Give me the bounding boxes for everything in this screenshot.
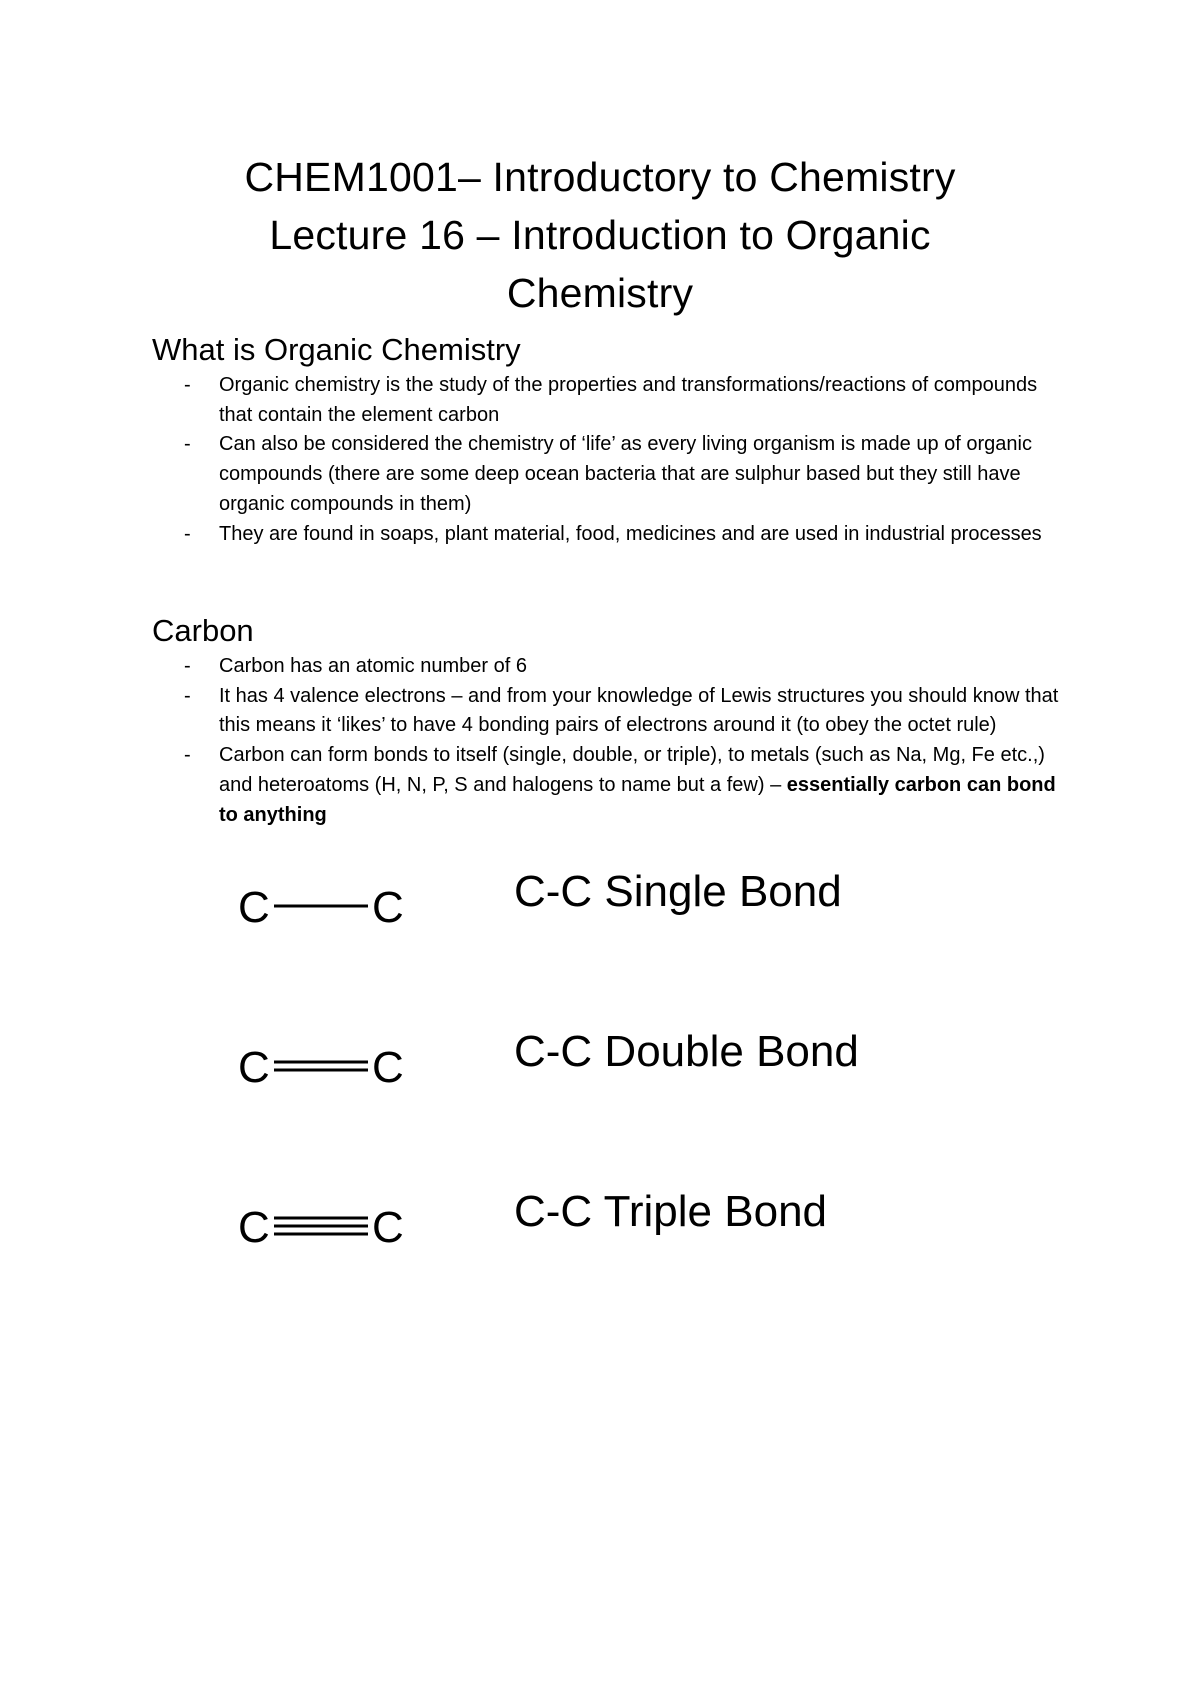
triple-bond-row <box>0 1187 1200 1270</box>
bullet-text: It has 4 valence electrons – and from your knowledge of Lewis structures you should know that this means it ‘likes’ to have 4 bonding pairs of electrons around it (to obey the octet rule) <box>219 684 1059 737</box>
bullet-text: Carbon can form bonds to itself (single, double, or triple), to metals (such as Na, Mg, Fe etc.,) and heteroatoms (H, N, P, S and halogens to name but a few) – <box>219 744 1045 796</box>
bond-atom-right: C <box>372 1203 404 1252</box>
bullet-text: They are found in soaps, plant material, food, medicines and are used in industrial processes <box>219 522 1042 545</box>
double-bond-row <box>0 1027 1200 1110</box>
list-item <box>152 520 1072 550</box>
single-bond-diagram <box>238 870 418 940</box>
bond-atom-right: C <box>372 1043 404 1092</box>
single-bond-row <box>0 867 1200 950</box>
bond-atom-left: C <box>238 1043 270 1092</box>
title-line-1: CHEM1001– Introductory to Chemistry <box>244 154 956 200</box>
bullet-dash: - <box>184 433 191 456</box>
bullet-text: Carbon has an atomic number of 6 <box>219 655 527 677</box>
bond-atom-right: C <box>372 883 404 932</box>
bond-lines <box>274 1062 368 1070</box>
triple-bond-caption: C-C Triple Bond <box>514 1187 828 1236</box>
title-line-3: Chemistry <box>506 270 694 316</box>
double-bond-caption: C-C Double Bond <box>514 1027 859 1076</box>
document-title <box>150 148 1050 322</box>
list-item <box>152 741 1072 830</box>
list-item <box>152 652 1072 682</box>
bullet-dash: - <box>184 744 191 767</box>
bullet-dash: - <box>184 655 191 677</box>
list-item <box>152 430 1072 519</box>
list-item <box>152 682 1072 741</box>
double-bond-diagram <box>238 1030 418 1100</box>
bond-atom-left: C <box>238 883 270 932</box>
organic-chemistry-bullet-list <box>152 371 1072 549</box>
section-heading-carbon: Carbon <box>152 613 254 648</box>
bullet-text: Can also be considered the chemistry of ‘life’ as every living organism is made up of organic compounds (there are some deep ocean bacteria that are sulphur based but they still have organic compounds in them) <box>219 433 1032 515</box>
triple-bond-diagram <box>238 1190 418 1260</box>
bullet-dash: - <box>184 684 191 707</box>
list-item <box>152 371 1072 430</box>
title-line-2: Lecture 16 – Introduction to Organic <box>269 212 931 258</box>
bullet-dash: - <box>184 522 191 545</box>
bullet-bold-text: essentially carbon can bond to anything <box>219 773 1056 826</box>
bond-atom-left: C <box>238 1203 270 1252</box>
bullet-text: Organic chemistry is the study of the properties and transformations/reactions of compounds that contain the element carbon <box>219 374 1038 426</box>
carbon-bullet-list <box>152 652 1072 830</box>
section-heading-organic-chemistry: What is Organic Chemistry <box>152 332 521 367</box>
single-bond-caption: C-C Single Bond <box>514 867 842 916</box>
bullet-dash: - <box>184 374 191 396</box>
bond-lines <box>274 1218 368 1234</box>
